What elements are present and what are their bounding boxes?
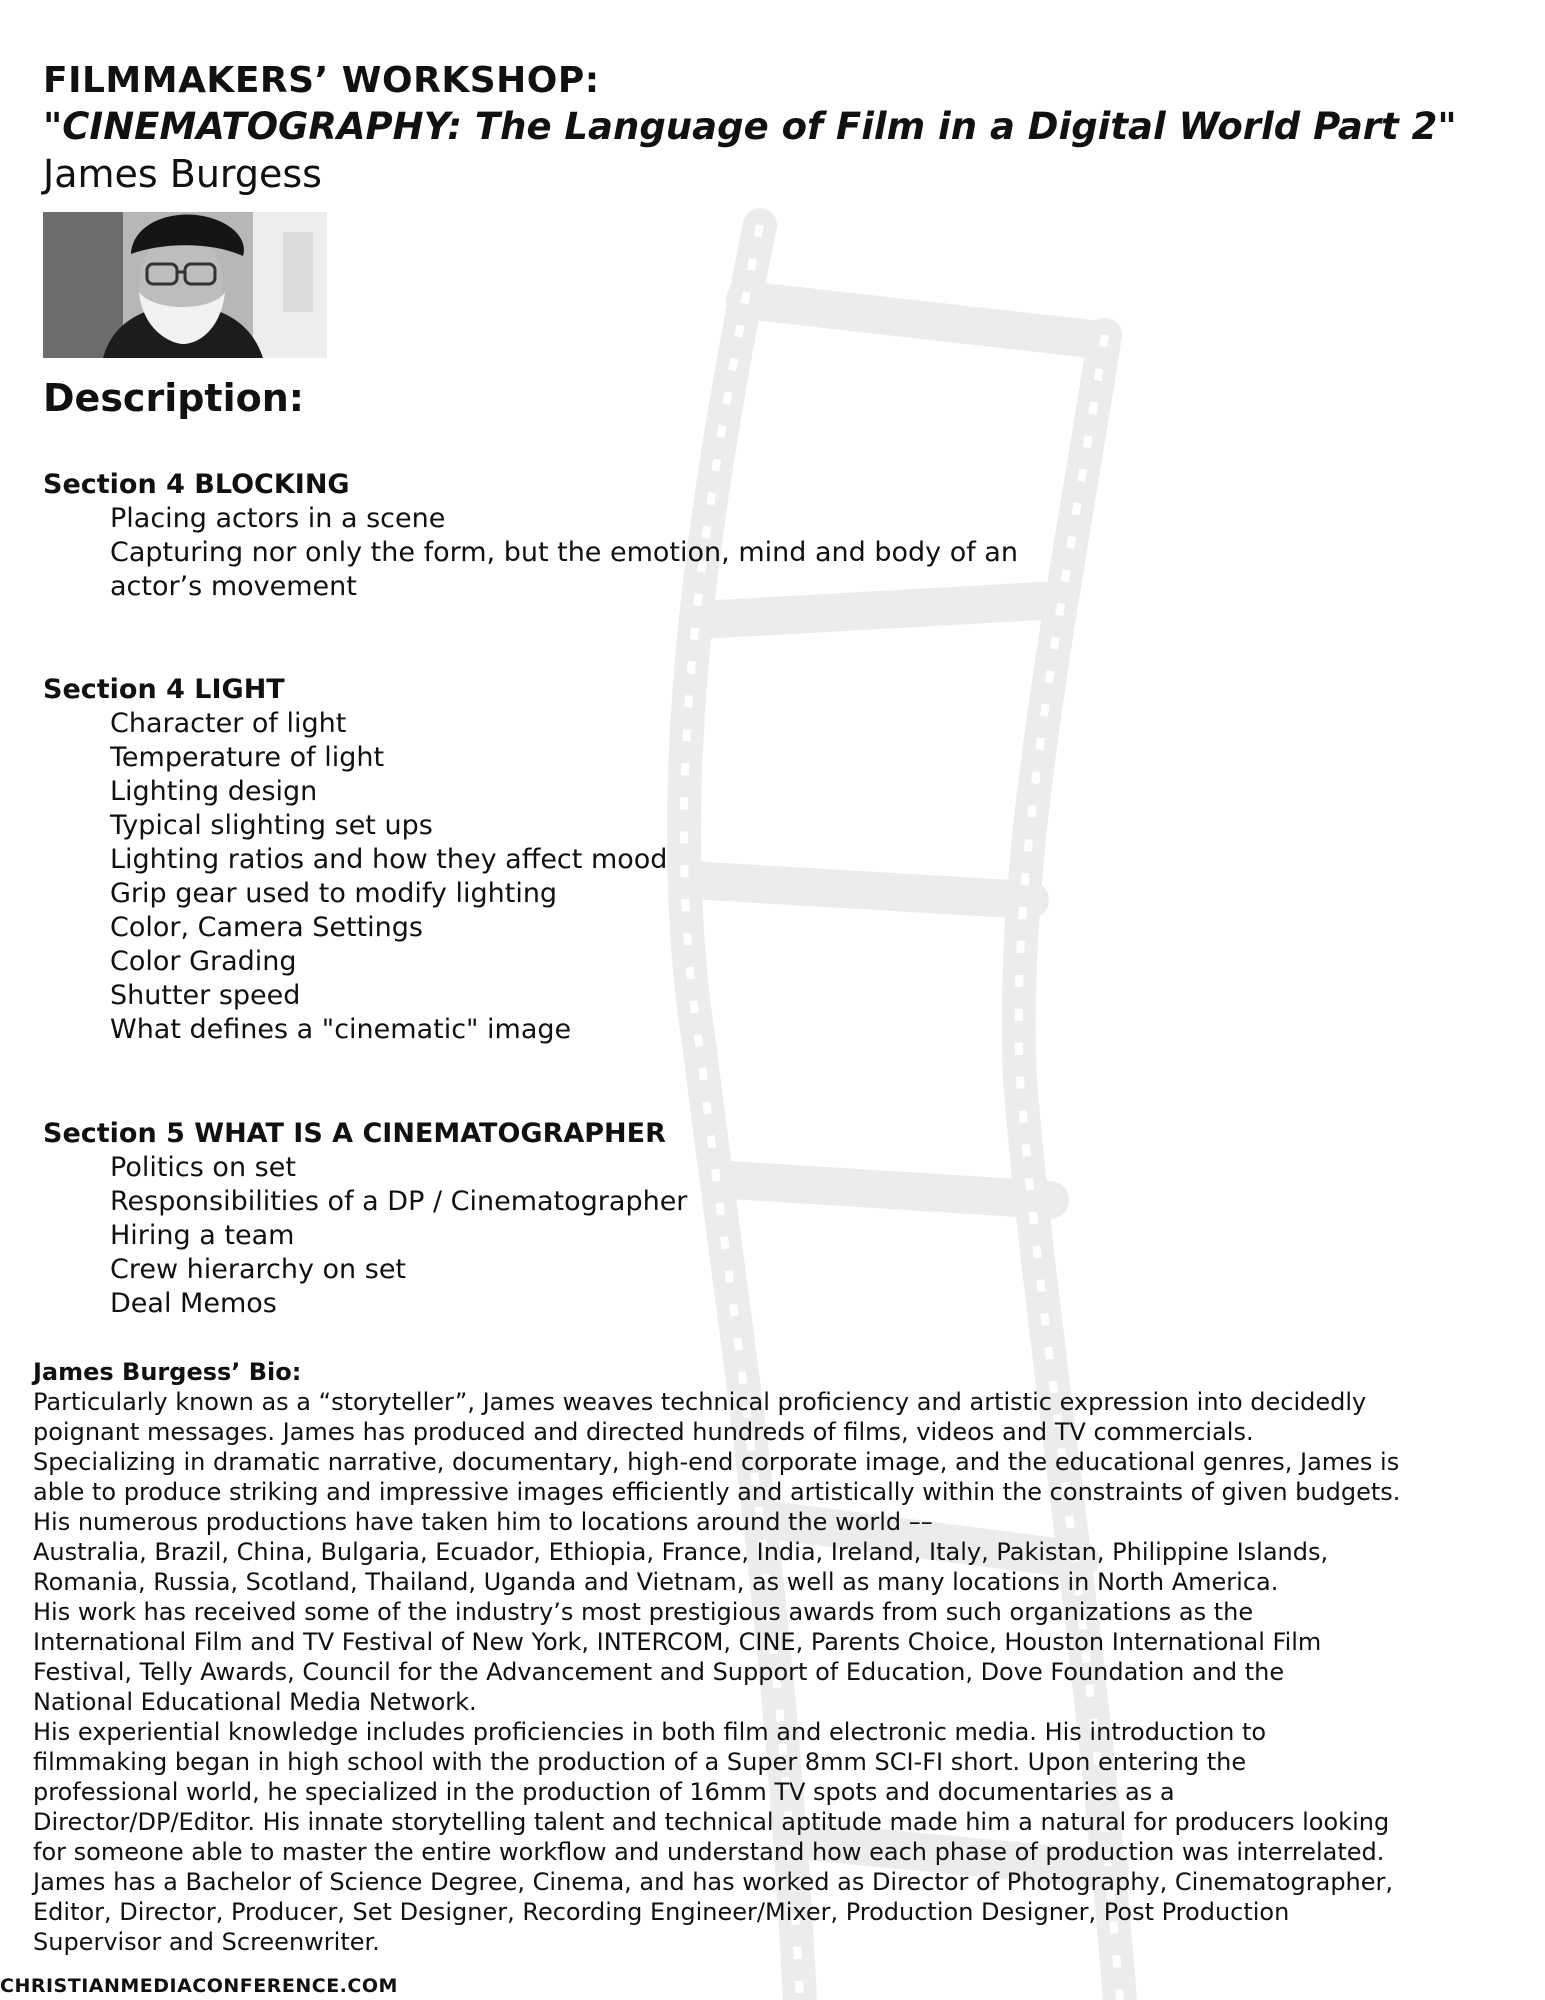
list-item: Crew hierarchy on set [110, 1254, 407, 1285]
list-item: Color Grading [110, 946, 297, 977]
bio-line: professional world, he specialized in the production of 16mm TV spots and documentaries as a [33, 1778, 1175, 1806]
filmstrip-frame-divider [730, 1180, 1050, 1200]
description-heading: Description: [43, 376, 304, 420]
bio-line: poignant messages. James has produced and directed hundreds of films, videos and TV commercials. [33, 1418, 1254, 1446]
bio-line: Director/DP/Editor. His innate storytelling talent and technical aptitude made him a natural for producers looking [33, 1808, 1390, 1836]
bio-line: Editor, Director, Producer, Set Designer, Recording Engineer/Mixer, Production Designer, Post Production [33, 1898, 1290, 1926]
list-item: Lighting design [110, 776, 318, 807]
bio-line: James has a Bachelor of Science Degree, Cinema, and has worked as Director of Photography, Cinematographer, [33, 1868, 1394, 1896]
section-title: Section 4 LIGHT [43, 674, 285, 705]
course-title: "CINEMATOGRAPHY: The Language of Film in a Digital World Part 2" [43, 105, 1457, 148]
list-item: Responsibilities of a DP / Cinematographer [110, 1186, 688, 1217]
instructor-photo [43, 212, 327, 358]
filmstrip-frame-divider [745, 300, 1100, 340]
list-item: Color, Camera Settings [110, 912, 423, 943]
bio-line: National Educational Media Network. [33, 1688, 477, 1716]
section-item-list [43, 707, 667, 1047]
list-item: Placing actors in a scene [110, 503, 446, 534]
list-item: Character of light [110, 708, 347, 739]
bio-line: Specializing in dramatic narrative, documentary, high-end corporate image, and the educational genres, James is [33, 1448, 1400, 1476]
list-item: What defines a "cinematic" image [110, 1014, 572, 1045]
bio-line: Supervisor and Screenwriter. [33, 1928, 380, 1956]
bio-line: Festival, Telly Awards, Council for the Advancement and Support of Education, Dove Foundation and the [33, 1658, 1285, 1686]
list-item: actor’s movement [110, 571, 357, 602]
bio-line: able to produce striking and impressive images efficiently and artistically within the constraints of given budgets. [33, 1478, 1401, 1506]
list-item: Politics on set [110, 1152, 296, 1183]
bio-section [33, 1357, 1523, 1957]
section-blocking [43, 468, 1018, 604]
list-item: Capturing nor only the form, but the emotion, mind and body of an [110, 537, 1018, 568]
section-item-list [43, 1151, 687, 1321]
filmstrip-frame-divider [690, 880, 1030, 900]
list-item: Grip gear used to modify lighting [110, 878, 558, 909]
bio-line: His experiential knowledge includes proficiencies in both film and electronic media. His introduction to [33, 1718, 1267, 1746]
bio-line: His numerous productions have taken him to locations around the world –– [33, 1508, 933, 1536]
section-title: Section 4 BLOCKING [43, 469, 350, 500]
bio-line: His work has received some of the industry’s most prestigious awards from such organizations as the [33, 1598, 1254, 1626]
instructor-name: James Burgess [43, 152, 322, 196]
section-item-list [43, 502, 1018, 604]
workshop-title: FILMMAKERS’ WORKSHOP: [43, 60, 600, 101]
section-title: Section 5 WHAT IS A CINEMATOGRAPHER [43, 1118, 666, 1149]
list-item: Deal Memos [110, 1288, 277, 1319]
section-light [43, 673, 667, 1047]
footer-website: CHRISTIANMEDIACONFERENCE.COM [0, 1975, 398, 1997]
list-item: Typical slighting set ups [110, 810, 433, 841]
bio-line: Romania, Russia, Scotland, Thailand, Uganda and Vietnam, as well as many locations in North America. [33, 1568, 1279, 1596]
list-item: Shutter speed [110, 980, 301, 1011]
bio-line: filmmaking began in high school with the production of a Super 8mm SCI-FI short. Upon entering the [33, 1748, 1247, 1776]
list-item: Lighting ratios and how they affect mood [110, 844, 668, 875]
bio-line: International Film and TV Festival of New York, INTERCOM, CINE, Parents Choice, Houston International Film [33, 1628, 1322, 1656]
section-cinematographer [43, 1117, 687, 1321]
bio-title: James Burgess’ Bio: [33, 1358, 302, 1386]
list-item: Hiring a team [110, 1220, 295, 1251]
bio-line: for someone able to master the entire workflow and understand how each phase of production was interrelated. [33, 1838, 1385, 1866]
bio-line: Australia, Brazil, China, Bulgaria, Ecuador, Ethiopia, France, India, Ireland, Italy, Pakistan, Philippine Islands, [33, 1538, 1329, 1566]
bio-line: Particularly known as a “storyteller”, James weaves technical proficiency and artistic expression into decidedly [33, 1388, 1367, 1416]
list-item: Temperature of light [110, 742, 385, 773]
